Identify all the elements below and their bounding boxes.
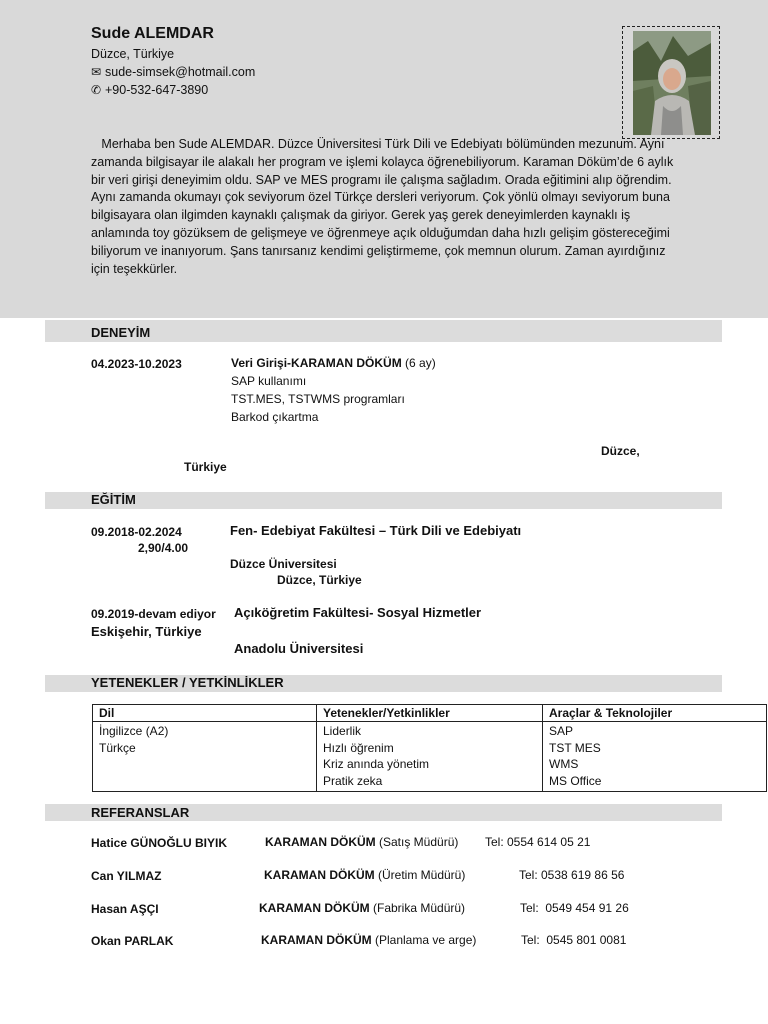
- tool-item: TST MES: [549, 740, 601, 755]
- phone-line: [91, 83, 208, 97]
- education-section-bar: [45, 492, 722, 509]
- reference-name: Hatice GÜNOĞLU BIYIK: [91, 836, 228, 850]
- phone-icon: ✆: [91, 83, 102, 97]
- education-faculty: Fen- Edebiyat Fakültesi – Türk Dili ve Edebiyatı: [230, 523, 522, 538]
- skills-table: [92, 704, 767, 792]
- tool-item: SAP: [549, 724, 574, 738]
- email-text: sude-simsek@hotmail.com: [105, 65, 256, 79]
- references-title: REFERANSLAR: [91, 805, 190, 820]
- profile-photo: [633, 31, 711, 135]
- experience-detail: SAP kullanımı: [231, 374, 307, 388]
- tools-cell: [543, 722, 767, 792]
- reference-phone: Tel: 0538 619 86 56: [519, 868, 625, 882]
- experience-city: Düzce,: [601, 444, 640, 458]
- profile-photo-frame: [622, 26, 720, 139]
- ability-item: Kriz anında yönetim: [323, 757, 430, 772]
- language-item: İngilizce (A2): [99, 724, 169, 738]
- languages-cell: [93, 722, 317, 792]
- reference-name: Hasan AŞÇI: [91, 902, 159, 916]
- experience-dates: 04.2023-10.2023: [91, 357, 182, 371]
- skills-title: YETENEKLER / YETKİNLİKLER: [91, 675, 284, 690]
- education-school: Düzce Üniversitesi: [230, 557, 337, 571]
- education-dates: 09.2019-devam ediyor: [91, 607, 216, 621]
- experience-detail: Barkod çıkartma: [231, 410, 319, 424]
- reference-phone: Tel: 0545 801 0081: [521, 933, 627, 947]
- email-line: [91, 65, 255, 79]
- reference-company-line: [264, 868, 465, 882]
- table-header-cell: Dil: [93, 705, 317, 722]
- reference-name: Okan PARLAK: [91, 934, 174, 948]
- education-dates: 09.2018-02.2024: [91, 525, 182, 539]
- applicant-location: Düzce, Türkiye: [91, 47, 175, 61]
- education-gpa: 2,90/4.00: [138, 541, 189, 555]
- reference-position: (Satış Müdürü): [379, 835, 459, 849]
- education-location: Düzce, Türkiye: [277, 573, 362, 587]
- experience-role: Veri Girişi-KARAMAN DÖKÜM: [231, 356, 402, 370]
- abilities-cell: [317, 722, 543, 792]
- experience-detail: TST.MES, TSTWMS programları: [231, 392, 405, 406]
- tool-item: MS Office: [549, 774, 602, 789]
- education-school: Anadolu Üniversitesi: [234, 641, 364, 656]
- reference-position: (Fabrika Müdürü): [373, 901, 466, 915]
- applicant-name: Sude ALEMDAR: [91, 25, 214, 42]
- reference-company: KARAMAN DÖKÜM: [259, 901, 370, 915]
- ability-item: Pratik zeka: [323, 774, 383, 789]
- education-location: Eskişehir, Türkiye: [91, 624, 202, 639]
- reference-position: (Planlama ve arge): [375, 933, 477, 947]
- reference-company: KARAMAN DÖKÜM: [265, 835, 376, 849]
- reference-position: (Üretim Müdürü): [378, 868, 466, 882]
- reference-company: KARAMAN DÖKÜM: [264, 868, 375, 882]
- tool-item: WMS: [549, 757, 579, 772]
- reference-company-line: [265, 835, 458, 849]
- phone-text: +90-532-647-3890: [105, 83, 209, 97]
- experience-title: DENEYİM: [91, 325, 151, 340]
- ability-item: Liderlik: [323, 724, 362, 738]
- table-header-cell: Yetenekler/Yetkinlikler: [317, 705, 543, 722]
- reference-phone: Tel: 0549 454 91 26: [520, 901, 629, 915]
- reference-phone: Tel: 0554 614 05 21: [485, 835, 591, 849]
- skills-table-header-row: [93, 705, 767, 722]
- ability-item: Hızlı öğrenim: [323, 740, 394, 755]
- education-faculty: Açıköğretim Fakültesi- Sosyal Hizmetler: [234, 605, 482, 620]
- language-item: Türkçe: [99, 740, 136, 755]
- reference-company-line: [261, 933, 476, 947]
- experience-duration: (6 ay): [405, 356, 436, 370]
- envelope-icon: ✉: [91, 65, 102, 79]
- experience-role-line: [231, 356, 436, 370]
- experience-country: Türkiye: [184, 460, 227, 474]
- reference-company-line: [259, 901, 465, 915]
- reference-name: Can YILMAZ: [91, 869, 162, 883]
- table-header-cell: Araçlar & Teknolojiler: [543, 705, 767, 722]
- reference-company: KARAMAN DÖKÜM: [261, 933, 372, 947]
- skills-table-row: [93, 722, 767, 792]
- education-title: EĞİTİM: [91, 492, 136, 507]
- summary-paragraph: Merhaba ben Sude ALEMDAR. Düzce Üniversitesi Türk Dili ve Edebiyatı bölümünden mezunum. Aynı zamanda bilgisayar ile alakalı her program ve işlemi kolayca öğrenebiliyorum. Karaman Döküm’de 6 aylık bir veri girişi deneyimim oldu. SAP ve MES programı ile çalışma sağladım. Orada eğitimini alıp öğrendim. Aynı zamanda okumayı çok seviyorum özel Türkçe dersleri veriyorum. Çok yönlü olmayı seviyorum buna bilgisayara olan ilgimden kaynaklı çalışmak da giriyor. Gerek yaş gerek deneyimlerden kaynaklı iş anlamında toy gözüksem de gelişmeye ve öğrenmeye açık olduğumdan daha hızlı gelişim göstereceğimi biliyorum ve inanıyorum. Şans tanırsanız kendimi geliştirmeme, çok memnun olurum. Zaman ayırdığınız için teşekkürler.: [91, 137, 677, 276]
